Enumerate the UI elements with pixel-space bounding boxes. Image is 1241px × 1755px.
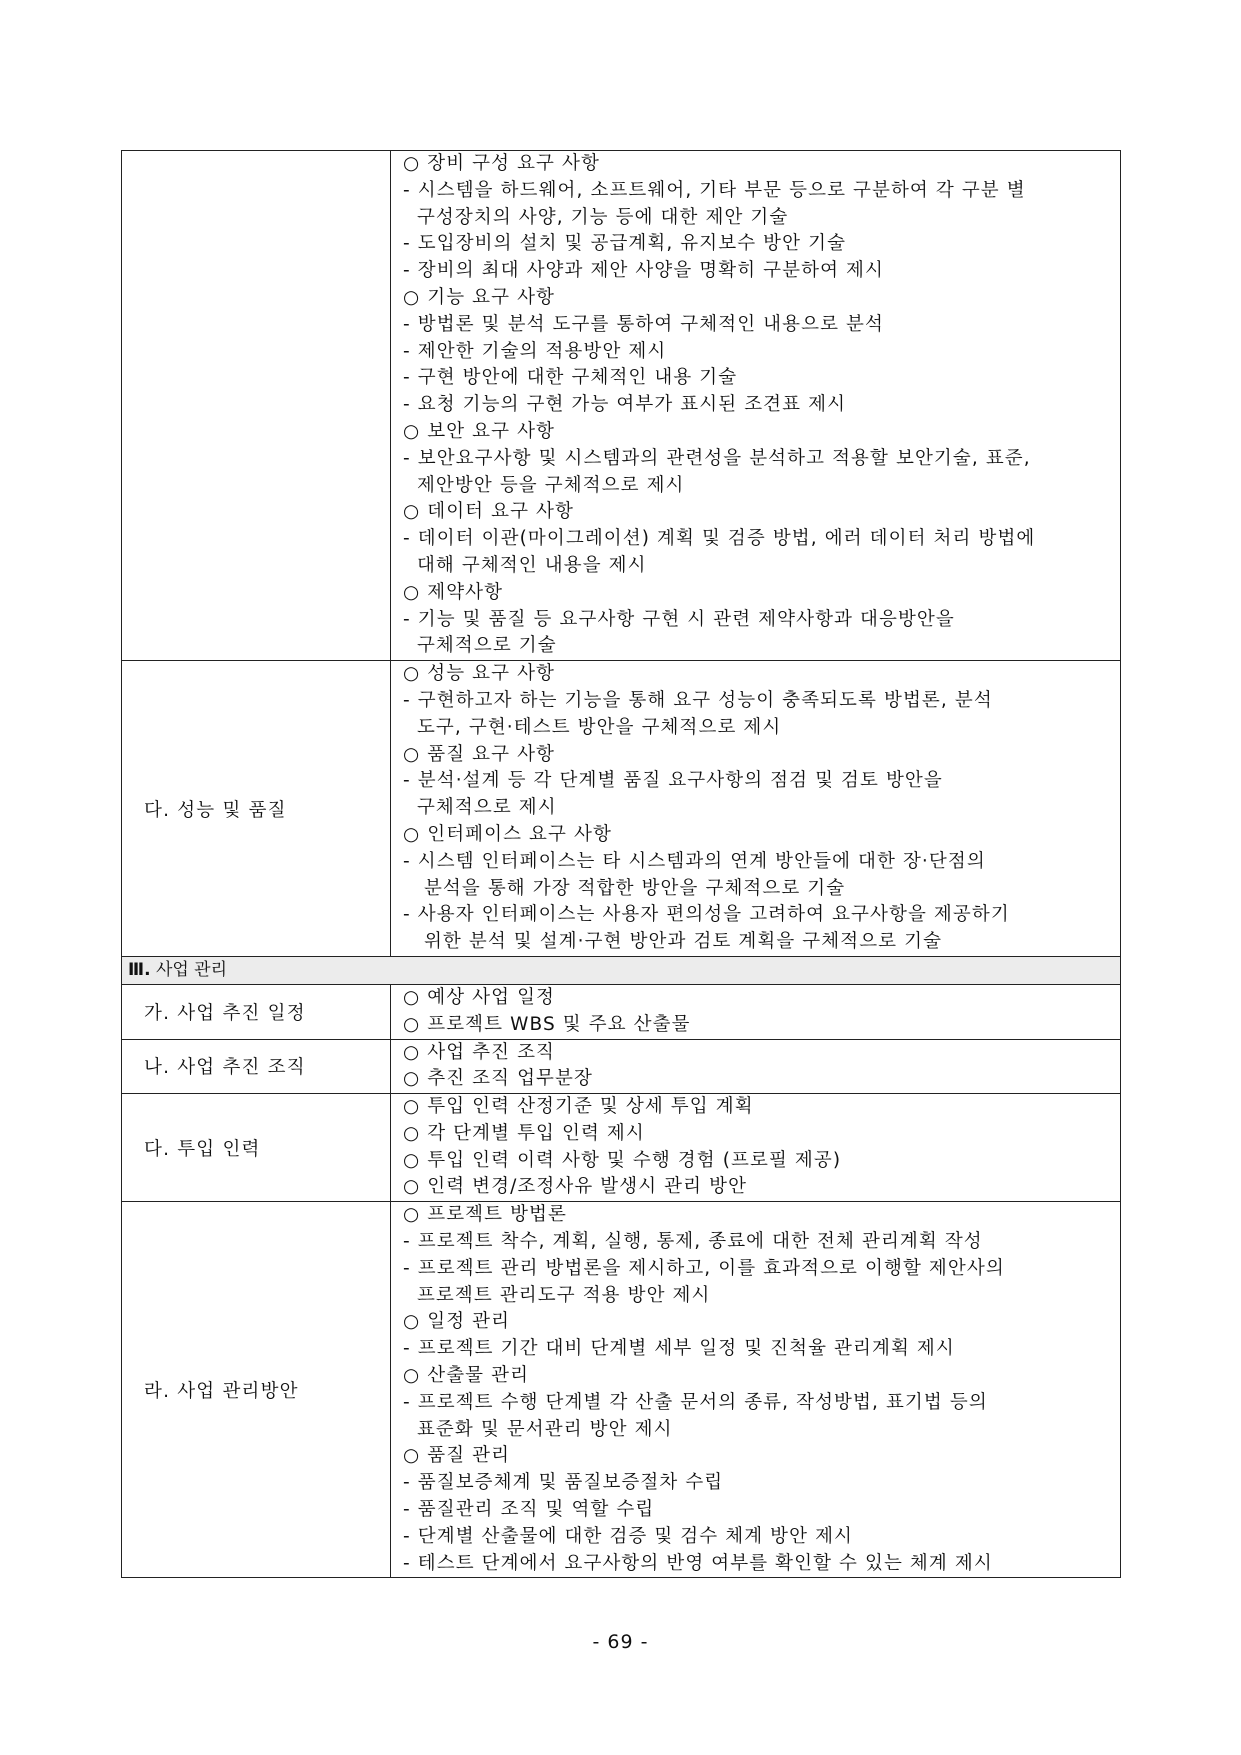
content-line: ○ 프로젝트 방법론 <box>403 1204 568 1226</box>
content-line: - 프로젝트 기간 대비 단계별 세부 일정 및 진척율 관리계획 제시 <box>403 1338 955 1360</box>
content-line: - 요청 기능의 구현 가능 여부가 표시된 조견표 제시 <box>403 394 847 416</box>
content-line: - 구현하고자 하는 기능을 통해 요구 성능이 충족되도록 방법론, 분석 <box>403 689 993 711</box>
content-line: - 시스템 인터페이스는 타 시스템과의 연계 방안들에 대한 장·단점의 <box>403 850 986 872</box>
content-line: ○ 제약사항 <box>403 581 504 603</box>
content-line: - 분석·설계 등 각 단계별 품질 요구사항의 점검 및 검토 방안을 <box>403 770 943 792</box>
content-line: - 보안요구사항 및 시스템과의 관련성을 분석하고 적용할 보안기술, 표준, <box>403 447 1031 469</box>
content-line: ○ 데이터 요구 사항 <box>403 501 574 523</box>
content-line: 분석을 통해 가장 적합한 방안을 구체적으로 기술 <box>403 877 846 899</box>
content-line: ○ 장비 구성 요구 사항 <box>403 153 600 174</box>
content-line: - 단계별 산출물에 대한 검증 및 검수 체계 방안 제시 <box>403 1525 854 1547</box>
table-row <box>122 151 1121 661</box>
content-line: ○ 성능 요구 사항 <box>403 663 556 685</box>
requirements-table <box>121 150 1121 1578</box>
table-row <box>122 1039 1121 1094</box>
content-line: ○ 예상 사업 일정 <box>403 986 556 1008</box>
table-body <box>122 151 1121 1578</box>
content-line: - 품질보증체계 및 품질보증절차 수립 <box>403 1472 724 1494</box>
content-line: 구체적으로 기술 <box>403 635 557 657</box>
content-line: - 제안한 기술의 적용방안 제시 <box>403 340 667 362</box>
content-line: - 도입장비의 설치 및 공급계획, 유지보수 방안 기술 <box>403 233 847 255</box>
content-line: 프로젝트 관리도구 적용 방안 제시 <box>403 1284 711 1306</box>
content-line: - 프로젝트 관리 방법론을 제시하고, 이를 효과적으로 이행할 제안사의 <box>403 1257 1005 1279</box>
row-label: 나. 사업 추진 조직 <box>122 1039 391 1094</box>
row-label: 다. 성능 및 품질 <box>122 661 391 957</box>
content-line: ○ 인터페이스 요구 사항 <box>403 823 612 845</box>
content-line: ○ 품질 요구 사항 <box>403 743 556 765</box>
content-line: ○ 인력 변경/조정사유 발생시 관리 방안 <box>403 1176 748 1198</box>
content-line: 구성장치의 사양, 기능 등에 대한 제안 기술 <box>403 206 789 228</box>
section-header-row <box>122 956 1121 984</box>
row-content <box>391 1202 1121 1578</box>
content-line: - 장비의 최대 사양과 제안 사양을 명확히 구분하여 제시 <box>403 260 884 282</box>
content-line: - 사용자 인터페이스는 사용자 편의성을 고려하여 요구사항을 제공하기 <box>403 904 1010 926</box>
content-line: - 구현 방안에 대한 구체적인 내용 기술 <box>403 367 738 389</box>
table-row <box>122 984 1121 1039</box>
row-content <box>391 1094 1121 1202</box>
row-label: 라. 사업 관리방안 <box>122 1202 391 1578</box>
content-line: ○ 투입 인력 이력 사항 및 수행 경험 (프로필 제공) <box>403 1149 842 1171</box>
section-number: Ⅲ. <box>128 959 151 980</box>
content-line: 제안방안 등을 구체적으로 제시 <box>403 474 685 496</box>
row-label: 다. 투입 인력 <box>122 1094 391 1202</box>
section-title: 사업 관리 <box>155 959 228 980</box>
row-content <box>391 661 1121 957</box>
row-content <box>391 984 1121 1039</box>
table-row <box>122 1094 1121 1202</box>
section-header <box>122 956 1121 984</box>
content-line: 대해 구체적인 내용을 제시 <box>403 554 647 576</box>
row-label: 가. 사업 추진 일정 <box>122 984 391 1039</box>
content-line: - 프로젝트 착수, 계획, 실행, 통제, 종료에 대한 전체 관리계획 작성 <box>403 1231 983 1253</box>
content-line: 표준화 및 문서관리 방안 제시 <box>403 1418 673 1440</box>
content-line: ○ 일정 관리 <box>403 1311 511 1333</box>
content-line: - 기능 및 품질 등 요구사항 구현 시 관련 제약사항과 대응방안을 <box>403 608 955 630</box>
table-row <box>122 661 1121 957</box>
content-line: ○ 사업 추진 조직 <box>403 1041 556 1063</box>
page-number: - 69 - <box>592 1631 649 1653</box>
content-line: 구체적으로 제시 <box>403 797 557 819</box>
content-line: ○ 추진 조직 업무분장 <box>403 1068 593 1090</box>
row-content <box>391 151 1121 661</box>
content-line: ○ 보안 요구 사항 <box>403 420 556 442</box>
content-line: ○ 산출물 관리 <box>403 1365 530 1387</box>
content-line: ○ 각 단계별 투입 인력 제시 <box>403 1122 645 1144</box>
content-line: ○ 프로젝트 WBS 및 주요 산출물 <box>403 1013 691 1035</box>
row-label <box>122 151 391 661</box>
row-content <box>391 1039 1121 1094</box>
content-line: 위한 분석 및 설계·구현 방안과 검토 계획을 구체적으로 기술 <box>403 931 943 953</box>
content-line: ○ 품질 관리 <box>403 1445 511 1467</box>
content-line: ○ 투입 인력 산정기준 및 상세 투입 계획 <box>403 1096 754 1118</box>
content-line: - 프로젝트 수행 단계별 각 산출 문서의 종류, 작성방법, 표기법 등의 <box>403 1391 988 1413</box>
content-line: 도구, 구현·테스트 방안을 구체적으로 제시 <box>403 716 782 738</box>
content-line: - 테스트 단계에서 요구사항의 반영 여부를 확인할 수 있는 체계 제시 <box>403 1552 993 1574</box>
content-line: - 데이터 이관(마이그레이션) 계획 및 검증 방법, 에러 데이터 처리 방법에 <box>403 528 1036 550</box>
content-line: ○ 기능 요구 사항 <box>403 286 556 308</box>
table-row <box>122 1202 1121 1578</box>
content-line: - 품질관리 조직 및 역할 수립 <box>403 1499 655 1521</box>
content-line: - 방법론 및 분석 도구를 통하여 구체적인 내용으로 분석 <box>403 313 884 335</box>
content-line: - 시스템을 하드웨어, 소프트웨어, 기타 부문 등으로 구분하여 각 구분 별 <box>403 179 1026 201</box>
